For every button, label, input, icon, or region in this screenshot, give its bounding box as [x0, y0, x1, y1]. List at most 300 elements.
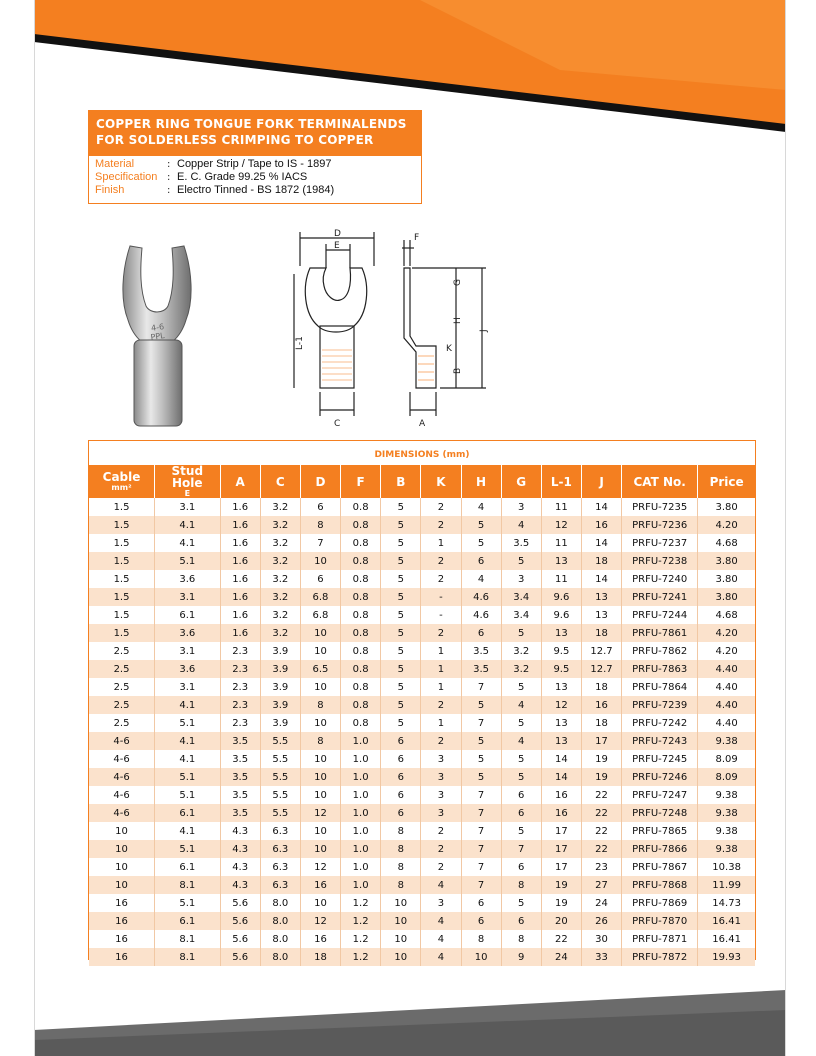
- cell-k: 1: [421, 534, 461, 552]
- cell-k: 2: [421, 552, 461, 570]
- col-c: C: [260, 465, 300, 498]
- cell-f: 0.8: [341, 714, 381, 732]
- cell-h: 6: [461, 912, 501, 930]
- cell-price: 9.38: [698, 732, 755, 750]
- cell-h: 8: [461, 930, 501, 948]
- cell-g: 3.5: [501, 534, 541, 552]
- cell-c: 6.3: [260, 822, 300, 840]
- cell-f: 0.8: [341, 534, 381, 552]
- cell-h: 5: [461, 696, 501, 714]
- col-cable: [89, 465, 155, 498]
- cell-b: 6: [381, 732, 421, 750]
- cell-h: 4: [461, 498, 501, 516]
- cell-cable: 10: [89, 876, 155, 894]
- cell-b: 5: [381, 498, 421, 516]
- spec-row-specification: [95, 171, 415, 184]
- cell-price: 4.40: [698, 660, 755, 678]
- cell-cable: 2.5: [89, 678, 155, 696]
- cell-j: 14: [581, 534, 621, 552]
- cell-j: 18: [581, 678, 621, 696]
- cell-g: 4: [501, 516, 541, 534]
- cell-cat-no: PRFU-7871: [622, 930, 698, 948]
- spec-block: [88, 156, 422, 204]
- cell-d: 12: [300, 912, 340, 930]
- cell-price: 4.40: [698, 678, 755, 696]
- cell-c: 8.0: [260, 894, 300, 912]
- cell-a: 2.3: [220, 642, 260, 660]
- cell-cat-no: PRFU-7239: [622, 696, 698, 714]
- cell-f: 0.8: [341, 588, 381, 606]
- cell-d: 10: [300, 894, 340, 912]
- cell-j: 16: [581, 516, 621, 534]
- cell-k: 2: [421, 516, 461, 534]
- cell-cable: 4-6: [89, 732, 155, 750]
- cell-a: 1.6: [220, 516, 260, 534]
- cell-d: 10: [300, 840, 340, 858]
- cell-b: 5: [381, 588, 421, 606]
- cell-h: 5: [461, 516, 501, 534]
- cell-a: 5.6: [220, 930, 260, 948]
- cell-g: 5: [501, 768, 541, 786]
- cell-stud-hole: 4.1: [155, 732, 221, 750]
- cell-cable: 16: [89, 948, 155, 966]
- cell-price: 16.41: [698, 912, 755, 930]
- col-stud-label: Stud Hole: [171, 464, 204, 490]
- cell-stud-hole: 4.1: [155, 516, 221, 534]
- table-row: [89, 858, 755, 876]
- cell-price: 3.80: [698, 570, 755, 588]
- cell-price: 8.09: [698, 768, 755, 786]
- col-a: A: [220, 465, 260, 498]
- col-l1: L-1: [541, 465, 581, 498]
- cell-b: 5: [381, 678, 421, 696]
- table-header-row: [89, 465, 755, 498]
- table-row: [89, 876, 755, 894]
- cell-g: 7: [501, 840, 541, 858]
- cell-f: 0.8: [341, 624, 381, 642]
- cell-j: 22: [581, 822, 621, 840]
- table-row: [89, 750, 755, 768]
- cell-j: 24: [581, 894, 621, 912]
- cell-h: 5: [461, 750, 501, 768]
- cell-c: 3.9: [260, 642, 300, 660]
- cell-stud-hole: 5.1: [155, 768, 221, 786]
- cell-d: 6.5: [300, 660, 340, 678]
- col-cable-unit: mm²: [111, 483, 132, 492]
- cell-c: 3.9: [260, 678, 300, 696]
- cell-g: 8: [501, 930, 541, 948]
- cell-cat-no: PRFU-7247: [622, 786, 698, 804]
- cell-d: 6: [300, 498, 340, 516]
- cell-a: 1.6: [220, 606, 260, 624]
- cell-j: 19: [581, 750, 621, 768]
- cell-b: 5: [381, 714, 421, 732]
- spec-row-finish: [95, 184, 415, 197]
- cell-l1: 16: [541, 786, 581, 804]
- cell-a: 3.5: [220, 804, 260, 822]
- cell-cable: 1.5: [89, 552, 155, 570]
- cell-k: 2: [421, 732, 461, 750]
- table-row: [89, 930, 755, 948]
- side-hatching: [418, 356, 434, 380]
- cell-h: 7: [461, 804, 501, 822]
- cell-f: 1.0: [341, 768, 381, 786]
- table-row: [89, 786, 755, 804]
- cell-price: 8.09: [698, 750, 755, 768]
- cell-cable: 10: [89, 822, 155, 840]
- cell-f: 1.0: [341, 786, 381, 804]
- cell-j: 26: [581, 912, 621, 930]
- cell-h: 7: [461, 786, 501, 804]
- cell-c: 5.5: [260, 732, 300, 750]
- cell-h: 7: [461, 678, 501, 696]
- cell-d: 12: [300, 858, 340, 876]
- cell-g: 9: [501, 948, 541, 966]
- table-row: [89, 660, 755, 678]
- label-j: J: [479, 329, 489, 332]
- cell-b: 5: [381, 606, 421, 624]
- cell-cat-no: PRFU-7866: [622, 840, 698, 858]
- cell-stud-hole: 3.1: [155, 588, 221, 606]
- cell-l1: 12: [541, 516, 581, 534]
- cell-cat-no: PRFU-7243: [622, 732, 698, 750]
- cell-cat-no: PRFU-7870: [622, 912, 698, 930]
- cell-a: 1.6: [220, 498, 260, 516]
- barrel-outline: [320, 326, 354, 388]
- cell-h: 3.5: [461, 642, 501, 660]
- cell-cat-no: PRFU-7236: [622, 516, 698, 534]
- cell-c: 8.0: [260, 912, 300, 930]
- cell-h: 7: [461, 858, 501, 876]
- cell-h: 5: [461, 768, 501, 786]
- cell-c: 3.2: [260, 570, 300, 588]
- label-k: K: [446, 344, 452, 354]
- cell-stud-hole: 5.1: [155, 786, 221, 804]
- cell-b: 8: [381, 822, 421, 840]
- cell-a: 1.6: [220, 588, 260, 606]
- cell-j: 13: [581, 588, 621, 606]
- cell-cable: 2.5: [89, 696, 155, 714]
- fork-outline: [305, 268, 366, 332]
- cell-f: 1.0: [341, 822, 381, 840]
- cell-h: 6: [461, 894, 501, 912]
- cell-f: 0.8: [341, 696, 381, 714]
- cell-cable: 4-6: [89, 786, 155, 804]
- cell-stud-hole: 5.1: [155, 840, 221, 858]
- cell-k: 3: [421, 750, 461, 768]
- col-h: H: [461, 465, 501, 498]
- cell-g: 4: [501, 732, 541, 750]
- table-caption: DIMENSIONS (mm): [374, 450, 470, 460]
- table-row: [89, 552, 755, 570]
- label-a: A: [419, 419, 426, 429]
- table-row: [89, 732, 755, 750]
- cell-price: 4.40: [698, 714, 755, 732]
- label-c: C: [334, 419, 341, 429]
- cell-k: 2: [421, 696, 461, 714]
- right-margin: [785, 0, 816, 1056]
- cell-c: 3.9: [260, 714, 300, 732]
- cell-cable: 1.5: [89, 606, 155, 624]
- cell-d: 8: [300, 696, 340, 714]
- cell-price: 16.41: [698, 930, 755, 948]
- cell-stud-hole: 3.1: [155, 642, 221, 660]
- cell-stud-hole: 6.1: [155, 804, 221, 822]
- marking-line-1: 4-6: [150, 322, 165, 333]
- table-row: [89, 516, 755, 534]
- cell-d: 7: [300, 534, 340, 552]
- cell-k: 2: [421, 570, 461, 588]
- cell-g: 8: [501, 876, 541, 894]
- cell-c: 8.0: [260, 948, 300, 966]
- cell-b: 5: [381, 624, 421, 642]
- cell-c: 6.3: [260, 858, 300, 876]
- cell-b: 6: [381, 750, 421, 768]
- cell-cat-no: PRFU-7872: [622, 948, 698, 966]
- cell-stud-hole: 5.1: [155, 552, 221, 570]
- cell-price: 3.80: [698, 552, 755, 570]
- cell-cat-no: PRFU-7867: [622, 858, 698, 876]
- col-b: B: [381, 465, 421, 498]
- table-body: [89, 498, 755, 966]
- cell-f: 1.0: [341, 804, 381, 822]
- marking-line-2: PPL: [150, 331, 166, 342]
- cell-c: 3.2: [260, 534, 300, 552]
- cell-price: 4.20: [698, 516, 755, 534]
- cell-a: 2.3: [220, 678, 260, 696]
- cell-cat-no: PRFU-7238: [622, 552, 698, 570]
- cell-l1: 11: [541, 498, 581, 516]
- cell-g: 3: [501, 570, 541, 588]
- cell-h: 6: [461, 624, 501, 642]
- spec-value: Copper Strip / Tape to IS - 1897: [177, 158, 332, 170]
- cell-b: 5: [381, 642, 421, 660]
- cell-f: 0.8: [341, 660, 381, 678]
- cell-j: 14: [581, 498, 621, 516]
- cell-cat-no: PRFU-7246: [622, 768, 698, 786]
- cell-cat-no: PRFU-7248: [622, 804, 698, 822]
- cell-d: 10: [300, 822, 340, 840]
- cell-l1: 9.5: [541, 642, 581, 660]
- cell-c: 3.2: [260, 606, 300, 624]
- cell-cat-no: PRFU-7240: [622, 570, 698, 588]
- cell-price: 4.68: [698, 534, 755, 552]
- table-row: [89, 822, 755, 840]
- cell-c: 3.2: [260, 552, 300, 570]
- cell-l1: 20: [541, 912, 581, 930]
- label-e: E: [334, 241, 340, 251]
- cell-cable: 4-6: [89, 804, 155, 822]
- cell-f: 0.8: [341, 606, 381, 624]
- col-price: Price: [698, 465, 755, 498]
- table-row: [89, 498, 755, 516]
- cell-stud-hole: 8.1: [155, 876, 221, 894]
- cell-stud-hole: 4.1: [155, 822, 221, 840]
- cell-k: -: [421, 588, 461, 606]
- cell-c: 5.5: [260, 804, 300, 822]
- side-view: [402, 240, 486, 416]
- cell-b: 10: [381, 948, 421, 966]
- cell-b: 5: [381, 534, 421, 552]
- cell-f: 1.0: [341, 876, 381, 894]
- table-row: [89, 606, 755, 624]
- cell-g: 3.4: [501, 606, 541, 624]
- cell-cat-no: PRFU-7868: [622, 876, 698, 894]
- cell-l1: 12: [541, 696, 581, 714]
- cell-b: 5: [381, 696, 421, 714]
- cell-a: 5.6: [220, 948, 260, 966]
- cell-j: 12.7: [581, 660, 621, 678]
- cell-f: 0.8: [341, 516, 381, 534]
- table-row: [89, 570, 755, 588]
- cell-c: 3.2: [260, 498, 300, 516]
- cell-c: 3.9: [260, 660, 300, 678]
- cell-a: 5.6: [220, 912, 260, 930]
- table-row: [89, 642, 755, 660]
- cell-cable: 2.5: [89, 642, 155, 660]
- table-row: [89, 948, 755, 966]
- cell-a: 3.5: [220, 750, 260, 768]
- label-h: H: [453, 317, 463, 324]
- cell-j: 30: [581, 930, 621, 948]
- cell-a: 5.6: [220, 894, 260, 912]
- cell-g: 5: [501, 552, 541, 570]
- cell-d: 10: [300, 714, 340, 732]
- cell-a: 4.3: [220, 876, 260, 894]
- cell-price: 9.38: [698, 840, 755, 858]
- cell-d: 6.8: [300, 606, 340, 624]
- cell-cat-no: PRFU-7237: [622, 534, 698, 552]
- cell-l1: 9.5: [541, 660, 581, 678]
- table-row: [89, 696, 755, 714]
- cell-stud-hole: 3.6: [155, 624, 221, 642]
- cell-cat-no: PRFU-7235: [622, 498, 698, 516]
- cell-k: 3: [421, 768, 461, 786]
- cell-b: 5: [381, 516, 421, 534]
- cell-b: 6: [381, 768, 421, 786]
- cell-cable: 4-6: [89, 768, 155, 786]
- cell-h: 10: [461, 948, 501, 966]
- cell-f: 0.8: [341, 570, 381, 588]
- cell-g: 6: [501, 912, 541, 930]
- cell-cable: 2.5: [89, 714, 155, 732]
- cell-cat-no: PRFU-7861: [622, 624, 698, 642]
- cell-f: 1.2: [341, 930, 381, 948]
- cell-l1: 19: [541, 894, 581, 912]
- cell-a: 4.3: [220, 840, 260, 858]
- cell-b: 5: [381, 570, 421, 588]
- cell-b: 6: [381, 786, 421, 804]
- cell-k: 4: [421, 948, 461, 966]
- cell-j: 19: [581, 768, 621, 786]
- cell-g: 4: [501, 696, 541, 714]
- cell-l1: 13: [541, 678, 581, 696]
- cell-d: 6: [300, 570, 340, 588]
- cell-d: 6.8: [300, 588, 340, 606]
- cell-g: 3.2: [501, 642, 541, 660]
- cell-h: 6: [461, 552, 501, 570]
- cell-l1: 19: [541, 876, 581, 894]
- cell-j: 27: [581, 876, 621, 894]
- cell-h: 4.6: [461, 606, 501, 624]
- cell-c: 8.0: [260, 930, 300, 948]
- cell-stud-hole: 3.1: [155, 498, 221, 516]
- cell-l1: 13: [541, 714, 581, 732]
- cell-cat-no: PRFU-7245: [622, 750, 698, 768]
- cell-c: 6.3: [260, 876, 300, 894]
- cell-a: 1.6: [220, 570, 260, 588]
- cell-a: 3.5: [220, 732, 260, 750]
- cell-cable: 10: [89, 840, 155, 858]
- cell-l1: 9.6: [541, 588, 581, 606]
- cell-price: 19.93: [698, 948, 755, 966]
- cell-stud-hole: 3.6: [155, 570, 221, 588]
- cell-price: 10.38: [698, 858, 755, 876]
- cell-l1: 24: [541, 948, 581, 966]
- barrel-hatching: [322, 350, 352, 380]
- cell-j: 14: [581, 570, 621, 588]
- cell-b: 5: [381, 552, 421, 570]
- cell-h: 4.6: [461, 588, 501, 606]
- cell-cat-no: PRFU-7869: [622, 894, 698, 912]
- title-line-2: FOR SOLDERLESS CRIMPING TO COPPER: [96, 133, 374, 147]
- cell-a: 2.3: [220, 660, 260, 678]
- label-g: G: [453, 279, 463, 286]
- cell-d: 16: [300, 876, 340, 894]
- cell-a: 4.3: [220, 822, 260, 840]
- cell-cat-no: PRFU-7862: [622, 642, 698, 660]
- fork-terminal-photo: [112, 240, 202, 430]
- cell-d: 8: [300, 732, 340, 750]
- cell-price: 9.38: [698, 804, 755, 822]
- front-view: [294, 232, 374, 416]
- cell-f: 1.0: [341, 858, 381, 876]
- cell-a: 1.6: [220, 624, 260, 642]
- cell-c: 3.9: [260, 696, 300, 714]
- cell-price: 9.38: [698, 786, 755, 804]
- cell-j: 18: [581, 552, 621, 570]
- cell-cable: 1.5: [89, 624, 155, 642]
- dimension-drawing: [290, 226, 500, 432]
- cell-d: 10: [300, 552, 340, 570]
- col-stud-hole: [155, 465, 221, 498]
- cell-l1: 17: [541, 858, 581, 876]
- cell-j: 13: [581, 606, 621, 624]
- cell-f: 1.2: [341, 948, 381, 966]
- table-row: [89, 588, 755, 606]
- cell-k: 3: [421, 894, 461, 912]
- cell-price: 4.40: [698, 696, 755, 714]
- cell-l1: 13: [541, 624, 581, 642]
- cell-b: 8: [381, 858, 421, 876]
- cell-k: 2: [421, 624, 461, 642]
- col-cat-no: CAT No.: [622, 465, 698, 498]
- cell-l1: 11: [541, 534, 581, 552]
- cell-l1: 11: [541, 570, 581, 588]
- cell-a: 1.6: [220, 534, 260, 552]
- cell-f: 1.0: [341, 732, 381, 750]
- cell-j: 17: [581, 732, 621, 750]
- cell-c: 5.5: [260, 786, 300, 804]
- cell-a: 3.5: [220, 768, 260, 786]
- cell-c: 3.2: [260, 516, 300, 534]
- cell-d: 10: [300, 678, 340, 696]
- cell-c: 3.2: [260, 588, 300, 606]
- cell-l1: 14: [541, 750, 581, 768]
- dimensions-table: [89, 465, 755, 966]
- cell-g: 6: [501, 858, 541, 876]
- cell-cable: 2.5: [89, 660, 155, 678]
